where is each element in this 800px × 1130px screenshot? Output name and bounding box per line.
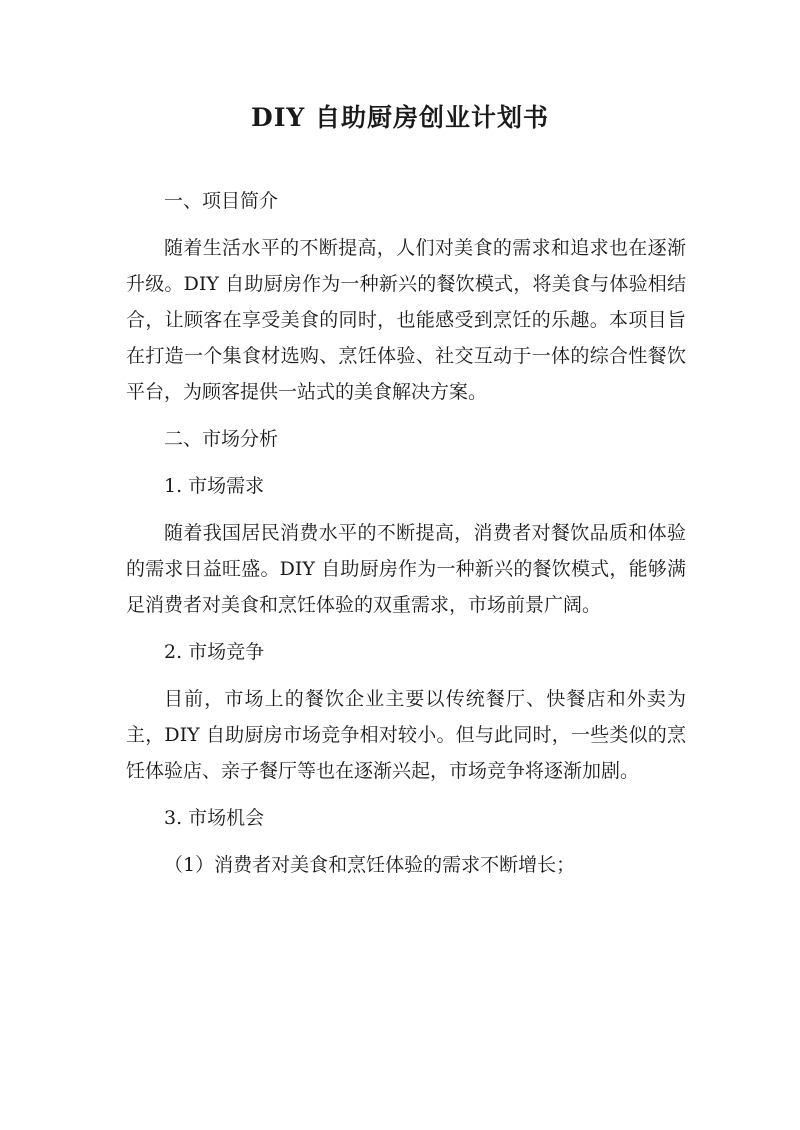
section-heading-market-analysis: 二、市场分析: [164, 428, 279, 450]
document-body: [126, 183, 686, 883]
paragraph-market-competition: 目前，市场上的餐饮企业主要以传统餐厅、快餐店和外卖为主，DIY 自助厨房市场竞争相对较小。但与此同时，一些类似的烹饪体验店、亲子餐厅等也在逐渐兴起，市场竞争将逐渐加剧。: [126, 688, 686, 782]
document-title: DIY 自助厨房创业计划书: [251, 103, 549, 132]
section-heading-intro: 一、项目简介: [164, 190, 279, 212]
paragraph-market-demand: 随着我国居民消费水平的不断提高，消费者对餐饮品质和体验的需求日益旺盛。DIY 自助厨房作为一种新兴的餐饮模式，能够满足消费者对美食和烹饪体验的双重需求，市场前景广阔。: [126, 522, 686, 616]
paragraph-intro: 随着生活水平的不断提高，人们对美食的需求和追求也在逐渐升级。DIY 自助厨房作为一种新兴的餐饮模式，将美食与体验相结合，让顾客在享受美食的同时，也能感受到烹饪的乐趣。本项目旨在打造一个集食材选购、烹饪体验、社交互动于一体的综合性餐饮平台，为顾客提供一站式的美食解决方案。: [126, 237, 686, 403]
list-item-opportunity-1: （1）消费者对美食和烹饪体验的需求不断增长；: [164, 854, 576, 876]
subheading-market-opportunity: 3. 市场机会: [164, 807, 265, 829]
subheading-market-competition: 2. 市场竞争: [164, 641, 265, 663]
subheading-market-demand: 1. 市场需求: [164, 475, 265, 497]
